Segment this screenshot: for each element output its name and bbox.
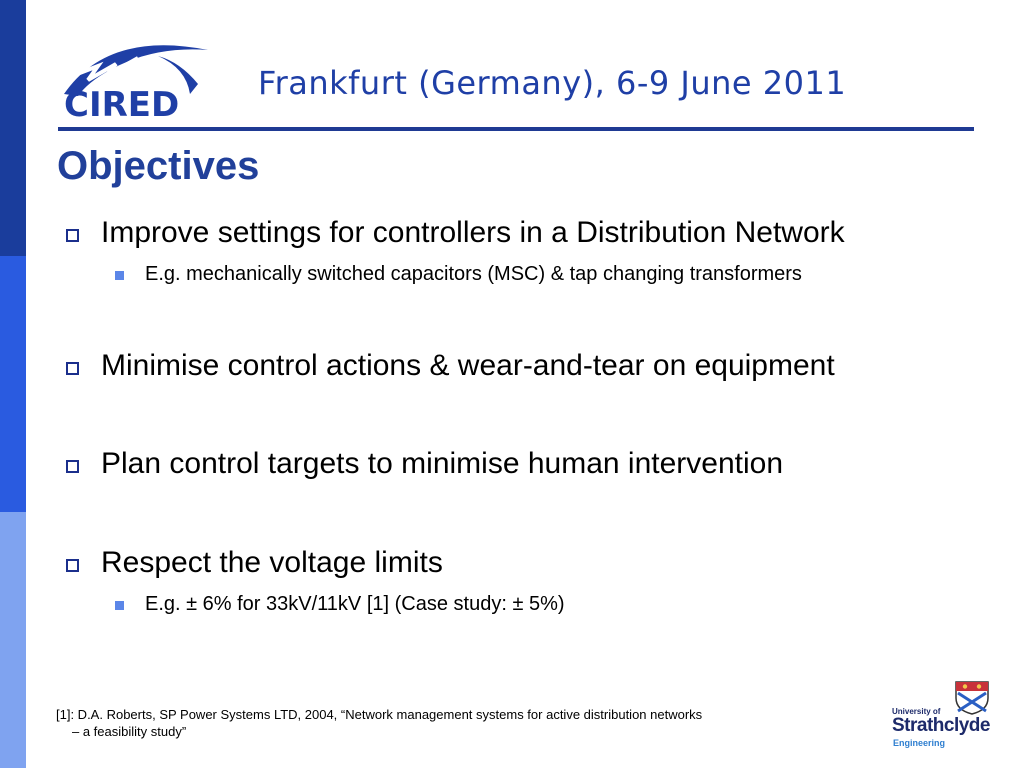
bullet-3-text: Plan control targets to minimise human intervention <box>101 447 784 480</box>
hollow-square-bullet-icon <box>66 460 79 473</box>
page-title: Objectives <box>57 144 260 188</box>
sub-bullet-4-1-text: E.g. ± 6% for 33kV/11kV [1] (Case study: ± 5%) <box>145 593 565 615</box>
square-bullet-icon <box>115 601 124 610</box>
footnote-line-1: [1]: D.A. Roberts, SP Power Systems LTD, 2004, “Network management systems for active distribution networks <box>56 707 703 722</box>
side-bar-bottom <box>0 512 26 768</box>
footnote <box>56 706 702 740</box>
sub-bullet-1-1-text: E.g. mechanically switched capacitors (MSC) & tap changing transformers <box>145 263 802 285</box>
side-bar-top <box>0 0 26 256</box>
hollow-square-bullet-icon <box>66 229 79 242</box>
hollow-square-bullet-icon <box>66 559 79 572</box>
bullet-4-text: Respect the voltage limits <box>101 546 443 579</box>
cired-logo <box>58 36 218 122</box>
svg-text:CIRED: CIRED <box>64 85 180 122</box>
footnote-line-2: – a feasibility study” <box>72 724 187 739</box>
crest-icon <box>952 680 992 716</box>
university-name: Strathclyde <box>892 715 990 736</box>
strathclyde-logo <box>890 680 994 752</box>
bullet-2-text: Minimise control actions & wear-and-tear on equipment <box>101 349 835 382</box>
university-faculty: Engineering <box>893 738 946 748</box>
hollow-square-bullet-icon <box>66 362 79 375</box>
square-bullet-icon <box>115 271 124 280</box>
side-bar-middle <box>0 256 26 512</box>
conference-title: Frankfurt (Germany), 6-9 June 2011 <box>258 64 847 102</box>
bullet-1-text: Improve settings for controllers in a Distribution Network <box>101 216 845 249</box>
university-of-label: University of <box>892 707 941 716</box>
header-divider <box>58 127 974 131</box>
